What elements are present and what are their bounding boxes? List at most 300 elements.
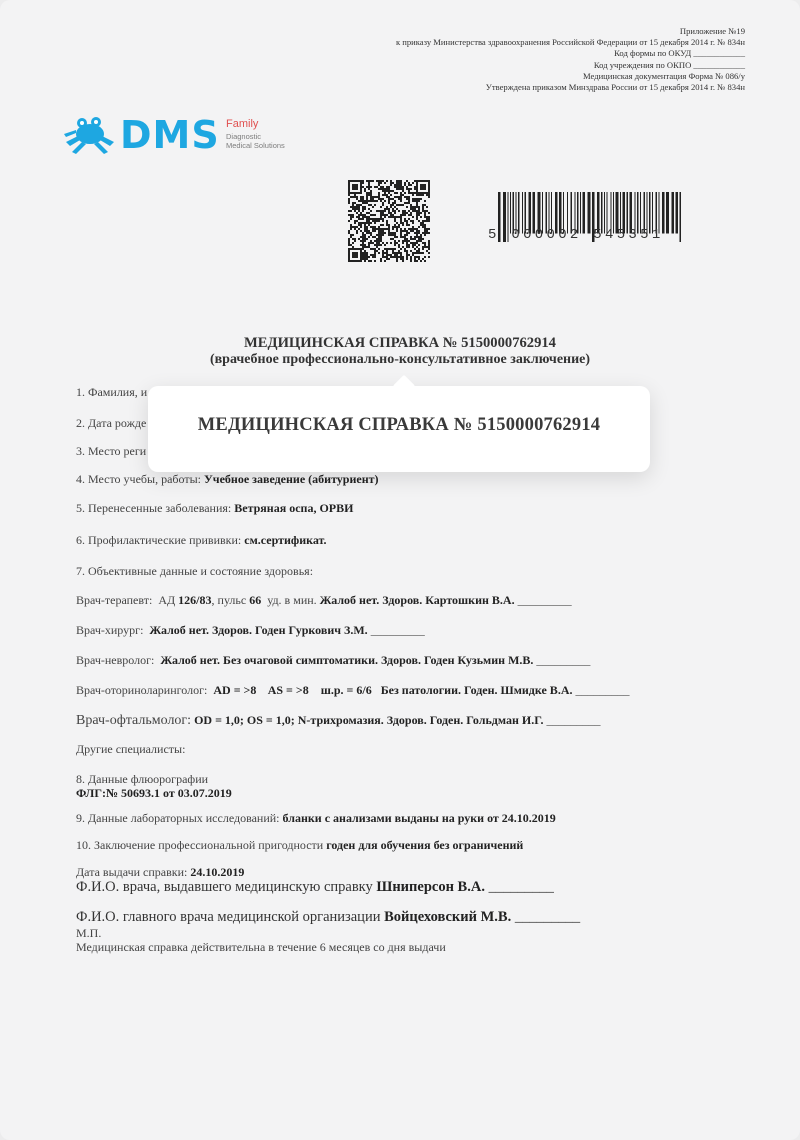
- qr-module: [372, 242, 374, 244]
- qr-module: [362, 254, 364, 256]
- qr-module: [362, 186, 364, 188]
- qr-module: [412, 228, 414, 230]
- qr-module: [354, 228, 356, 230]
- qr-module: [392, 228, 394, 230]
- qr-module: [398, 226, 400, 228]
- exam-therapist: [76, 593, 572, 608]
- qr-module: [388, 186, 390, 188]
- qr-module: [368, 194, 370, 196]
- qr-module: [414, 198, 416, 200]
- qr-module: [406, 242, 408, 244]
- form-header: [396, 26, 745, 93]
- qr-module: [374, 218, 376, 220]
- qr-module: [404, 212, 406, 214]
- field-label: Дата выдачи справки:: [76, 865, 188, 879]
- qr-module: [396, 226, 398, 228]
- qr-module: [356, 206, 358, 208]
- qr-module: [420, 186, 422, 188]
- qr-module: [358, 210, 360, 212]
- field-label: 9. Данные лабораторных исследований:: [76, 811, 280, 825]
- qr-module: [394, 192, 396, 194]
- qr-module: [414, 236, 416, 238]
- qr-module: [358, 224, 360, 226]
- qr-module: [402, 212, 404, 214]
- qr-module: [388, 188, 390, 190]
- qr-module: [388, 202, 390, 204]
- qr-module: [354, 222, 356, 224]
- qr-module: [422, 226, 424, 228]
- qr-module: [418, 206, 420, 208]
- qr-module: [374, 240, 376, 242]
- qr-module: [350, 236, 352, 238]
- field-label: 8. Данные флюорографии: [76, 772, 209, 786]
- qr-module: [406, 212, 408, 214]
- qr-module: [386, 186, 388, 188]
- qr-module: [380, 180, 382, 182]
- qr-module: [388, 210, 390, 212]
- qr-module: [352, 226, 354, 228]
- qr-module: [354, 202, 356, 204]
- qr-module: [362, 248, 364, 250]
- qr-module: [410, 188, 412, 190]
- qr-module: [376, 244, 378, 246]
- qr-module: [362, 208, 364, 210]
- qr-module: [394, 236, 396, 238]
- qr-module: [420, 198, 422, 200]
- qr-module: [402, 242, 404, 244]
- qr-module: [370, 254, 372, 256]
- qr-module: [416, 236, 418, 238]
- qr-module: [402, 236, 404, 238]
- qr-module: [386, 190, 388, 192]
- field-diseases: [76, 501, 353, 516]
- qr-module: [378, 238, 380, 240]
- qr-module: [384, 232, 386, 234]
- qr-module: [394, 184, 396, 186]
- qr-module: [364, 216, 366, 218]
- qr-module: [406, 186, 408, 188]
- qr-module: [400, 216, 402, 218]
- field-value: бланки с анализами выданы на руки от 24.10.2019: [282, 811, 556, 825]
- qr-module: [352, 260, 354, 262]
- qr-module: [358, 260, 360, 262]
- qr-module: [388, 226, 390, 228]
- header-line: Код формы по ОКУД ____________: [614, 48, 745, 59]
- header-line: Приложение №19: [679, 26, 745, 36]
- qr-module: [362, 180, 364, 182]
- qr-module: [414, 244, 416, 246]
- qr-module: [374, 260, 376, 262]
- qr-module: [406, 252, 408, 254]
- qr-module: [368, 218, 370, 220]
- qr-module: [394, 244, 396, 246]
- qr-module: [348, 182, 350, 184]
- field-label: 3. Место реги: [76, 444, 147, 458]
- qr-module: [392, 210, 394, 212]
- qr-module: [356, 254, 358, 256]
- qr-module: [422, 252, 424, 254]
- qr-module: [372, 226, 374, 228]
- qr-module: [394, 254, 396, 256]
- qr-module: [382, 186, 384, 188]
- qr-module: [382, 198, 384, 200]
- qr-module: [406, 202, 408, 204]
- qr-module: [414, 252, 416, 254]
- qr-module: [360, 188, 362, 190]
- header-line: Медицинская документация Форма № 086/у: [582, 70, 745, 81]
- qr-module: [372, 200, 374, 202]
- qr-module: [368, 236, 370, 238]
- qr-module: [382, 254, 384, 256]
- qr-module: [402, 256, 404, 258]
- qr-module: [378, 180, 380, 182]
- qr-module: [418, 240, 420, 242]
- qr-module: [384, 228, 386, 230]
- qr-module: [370, 218, 372, 220]
- qr-module: [380, 188, 382, 190]
- qr-module: [348, 184, 350, 186]
- qr-module: [366, 200, 368, 202]
- qr-module: [406, 224, 408, 226]
- qr-module: [360, 224, 362, 226]
- qr-module: [382, 218, 384, 220]
- qr-module: [378, 218, 380, 220]
- qr-module: [402, 188, 404, 190]
- qr-module: [420, 180, 422, 182]
- qr-module: [392, 248, 394, 250]
- qr-module: [374, 228, 376, 230]
- qr-module: [362, 200, 364, 202]
- qr-module: [398, 198, 400, 200]
- qr-module: [394, 224, 396, 226]
- qr-module: [390, 204, 392, 206]
- exam-pulse-label: , пульс: [211, 593, 247, 607]
- exam-value: AD = >8 AS = >8 ш.р. = 6/6 Без патологии. Годен. Шмидке В.А.: [213, 683, 573, 697]
- qr-module: [358, 218, 360, 220]
- qr-module: [352, 248, 354, 250]
- qr-module: [396, 236, 398, 238]
- qr-module: [428, 212, 430, 214]
- qr-module: [412, 254, 414, 256]
- qr-module: [362, 206, 364, 208]
- qr-module: [418, 238, 420, 240]
- qr-module: [358, 204, 360, 206]
- qr-module: [364, 222, 366, 224]
- qr-module: [410, 236, 412, 238]
- exam-label: Врач-оториноларинголог:: [76, 683, 208, 697]
- qr-module: [384, 200, 386, 202]
- qr-module: [410, 230, 412, 232]
- qr-module: [374, 250, 376, 252]
- qr-module: [364, 258, 366, 260]
- qr-module: [394, 210, 396, 212]
- qr-module: [412, 192, 414, 194]
- qr-module: [404, 236, 406, 238]
- qr-module: [358, 238, 360, 240]
- qr-module: [376, 238, 378, 240]
- qr-module: [378, 220, 380, 222]
- qr-module: [390, 212, 392, 214]
- qr-module: [404, 220, 406, 222]
- qr-module: [410, 260, 412, 262]
- qr-module: [348, 254, 350, 256]
- qr-module: [394, 220, 396, 222]
- qr-module: [380, 240, 382, 242]
- qr-module: [422, 210, 424, 212]
- qr-module: [382, 212, 384, 214]
- qr-module: [368, 260, 370, 262]
- qr-module: [412, 242, 414, 244]
- qr-module: [354, 240, 356, 242]
- qr-module: [396, 182, 398, 184]
- qr-module: [426, 246, 428, 248]
- qr-module: [416, 242, 418, 244]
- qr-module: [398, 184, 400, 186]
- signature-blank: _________: [546, 713, 601, 727]
- qr-module: [408, 202, 410, 204]
- qr-module: [398, 182, 400, 184]
- qr-module: [404, 230, 406, 232]
- qr-module: [398, 186, 400, 188]
- signature-blank: _________: [517, 593, 572, 607]
- qr-module: [428, 218, 430, 220]
- qr-module: [348, 180, 350, 182]
- qr-module: [370, 248, 372, 250]
- qr-module: [412, 216, 414, 218]
- qr-module: [402, 222, 404, 224]
- qr-module: [402, 190, 404, 192]
- qr-module: [426, 194, 428, 196]
- qr-module: [398, 256, 400, 258]
- qr-module: [380, 200, 382, 202]
- exam-ad-value: 126/83: [178, 593, 212, 607]
- qr-module: [350, 218, 352, 220]
- qr-module: [410, 204, 412, 206]
- qr-module: [378, 228, 380, 230]
- qr-module: [400, 214, 402, 216]
- exam-unit: уд. в мин.: [267, 593, 317, 607]
- qr-module: [356, 198, 358, 200]
- qr-module: [410, 258, 412, 260]
- qr-module: [416, 252, 418, 254]
- qr-module: [424, 256, 426, 258]
- qr-module: [378, 234, 380, 236]
- qr-module: [352, 202, 354, 204]
- qr-module: [414, 192, 416, 194]
- title-tooltip: [148, 386, 650, 472]
- qr-module: [372, 218, 374, 220]
- qr-module: [378, 244, 380, 246]
- qr-module: [418, 192, 420, 194]
- qr-module: [356, 220, 358, 222]
- qr-module: [390, 254, 392, 256]
- qr-module: [408, 184, 410, 186]
- qr-module: [352, 238, 354, 240]
- field-label: 6. Профилактические прививки:: [76, 533, 242, 547]
- qr-module: [428, 190, 430, 192]
- qr-module: [398, 180, 400, 182]
- qr-module: [386, 228, 388, 230]
- qr-module: [380, 228, 382, 230]
- qr-module: [352, 246, 354, 248]
- qr-module: [386, 242, 388, 244]
- field-fluorography-value: [76, 786, 232, 801]
- qr-module: [370, 194, 372, 196]
- qr-module: [424, 184, 426, 186]
- qr-module: [404, 218, 406, 220]
- qr-module: [378, 194, 380, 196]
- qr-module: [400, 192, 402, 194]
- qr-module: [370, 200, 372, 202]
- qr-module: [360, 218, 362, 220]
- qr-module: [426, 232, 428, 234]
- qr-module: [396, 184, 398, 186]
- qr-module: [348, 186, 350, 188]
- qr-module: [382, 188, 384, 190]
- qr-module: [396, 222, 398, 224]
- qr-module: [400, 220, 402, 222]
- qr-module: [376, 242, 378, 244]
- field-value: ФЛГ:№ 50693.1 от 03.07.2019: [76, 786, 232, 800]
- qr-module: [412, 220, 414, 222]
- qr-module: [402, 194, 404, 196]
- qr-module: [382, 190, 384, 192]
- qr-module: [390, 184, 392, 186]
- qr-module: [390, 190, 392, 192]
- qr-module: [396, 258, 398, 260]
- qr-module: [362, 258, 364, 260]
- field-value: 24.10.2019: [190, 865, 245, 879]
- qr-module: [416, 184, 418, 186]
- qr-module: [368, 204, 370, 206]
- qr-module: [358, 208, 360, 210]
- qr-module: [414, 188, 416, 190]
- document-title: МЕДИЦИНСКАЯ СПРАВКА № 5150000762914: [244, 335, 556, 351]
- qr-module: [354, 194, 356, 196]
- qr-module: [348, 200, 350, 202]
- qr-module: [366, 196, 368, 198]
- qr-module: [406, 198, 408, 200]
- qr-module: [386, 180, 388, 182]
- qr-module: [418, 252, 420, 254]
- qr-module: [378, 182, 380, 184]
- qr-module: [356, 208, 358, 210]
- qr-module: [390, 198, 392, 200]
- qr-code: [348, 180, 430, 262]
- qr-module: [388, 254, 390, 256]
- qr-module: [388, 212, 390, 214]
- qr-module: [400, 194, 402, 196]
- qr-module: [354, 260, 356, 262]
- qr-module: [368, 230, 370, 232]
- qr-module: [414, 186, 416, 188]
- barcode-bar: [671, 192, 674, 234]
- field-value: Шниперсон В.А.: [376, 879, 485, 895]
- qr-module: [382, 256, 384, 258]
- qr-module: [416, 188, 418, 190]
- qr-module: [356, 248, 358, 250]
- qr-module: [352, 186, 354, 188]
- qr-module: [354, 248, 356, 250]
- qr-module: [406, 234, 408, 236]
- qr-module: [388, 248, 390, 250]
- qr-module: [428, 184, 430, 186]
- qr-module: [348, 238, 350, 240]
- qr-module: [398, 246, 400, 248]
- qr-module: [416, 218, 418, 220]
- qr-module: [418, 236, 420, 238]
- qr-module: [420, 252, 422, 254]
- qr-module: [410, 238, 412, 240]
- qr-module: [404, 238, 406, 240]
- field-birth-date: [76, 416, 146, 431]
- qr-module: [400, 234, 402, 236]
- qr-module: [354, 256, 356, 258]
- qr-module: [362, 202, 364, 204]
- qr-module: [418, 220, 420, 222]
- qr-module: [402, 258, 404, 260]
- qr-module: [402, 230, 404, 232]
- qr-module: [400, 196, 402, 198]
- qr-module: [426, 180, 428, 182]
- qr-module: [354, 210, 356, 212]
- qr-module: [390, 242, 392, 244]
- exam-label: Врач-терапевт:: [76, 593, 153, 607]
- qr-module: [364, 214, 366, 216]
- qr-module: [388, 234, 390, 236]
- qr-module: [394, 226, 396, 228]
- exam-ophthalmologist: [76, 713, 601, 729]
- qr-module: [390, 180, 392, 182]
- qr-module: [352, 192, 354, 194]
- qr-module: [364, 240, 366, 242]
- qr-module: [360, 252, 362, 254]
- qr-module: [376, 250, 378, 252]
- qr-module: [414, 210, 416, 212]
- qr-module: [370, 192, 372, 194]
- qr-module: [348, 194, 350, 196]
- brand-sub-line: Medical Solutions: [226, 141, 285, 150]
- qr-module: [360, 236, 362, 238]
- field-doctor: [76, 879, 554, 896]
- qr-module: [364, 190, 366, 192]
- qr-module: [400, 228, 402, 230]
- qr-module: [366, 216, 368, 218]
- qr-module: [350, 234, 352, 236]
- qr-module: [400, 258, 402, 260]
- qr-module: [358, 206, 360, 208]
- qr-module: [360, 254, 362, 256]
- qr-module: [384, 182, 386, 184]
- qr-module: [352, 208, 354, 210]
- qr-module: [422, 232, 424, 234]
- qr-module: [364, 234, 366, 236]
- qr-module: [416, 212, 418, 214]
- qr-module: [412, 206, 414, 208]
- qr-module: [414, 232, 416, 234]
- qr-module: [352, 256, 354, 258]
- qr-module: [348, 250, 350, 252]
- qr-module: [416, 186, 418, 188]
- qr-module: [370, 240, 372, 242]
- qr-module: [424, 242, 426, 244]
- qr-module: [380, 236, 382, 238]
- qr-module: [416, 206, 418, 208]
- qr-module: [364, 254, 366, 256]
- qr-module: [384, 214, 386, 216]
- qr-module: [348, 188, 350, 190]
- qr-module: [412, 244, 414, 246]
